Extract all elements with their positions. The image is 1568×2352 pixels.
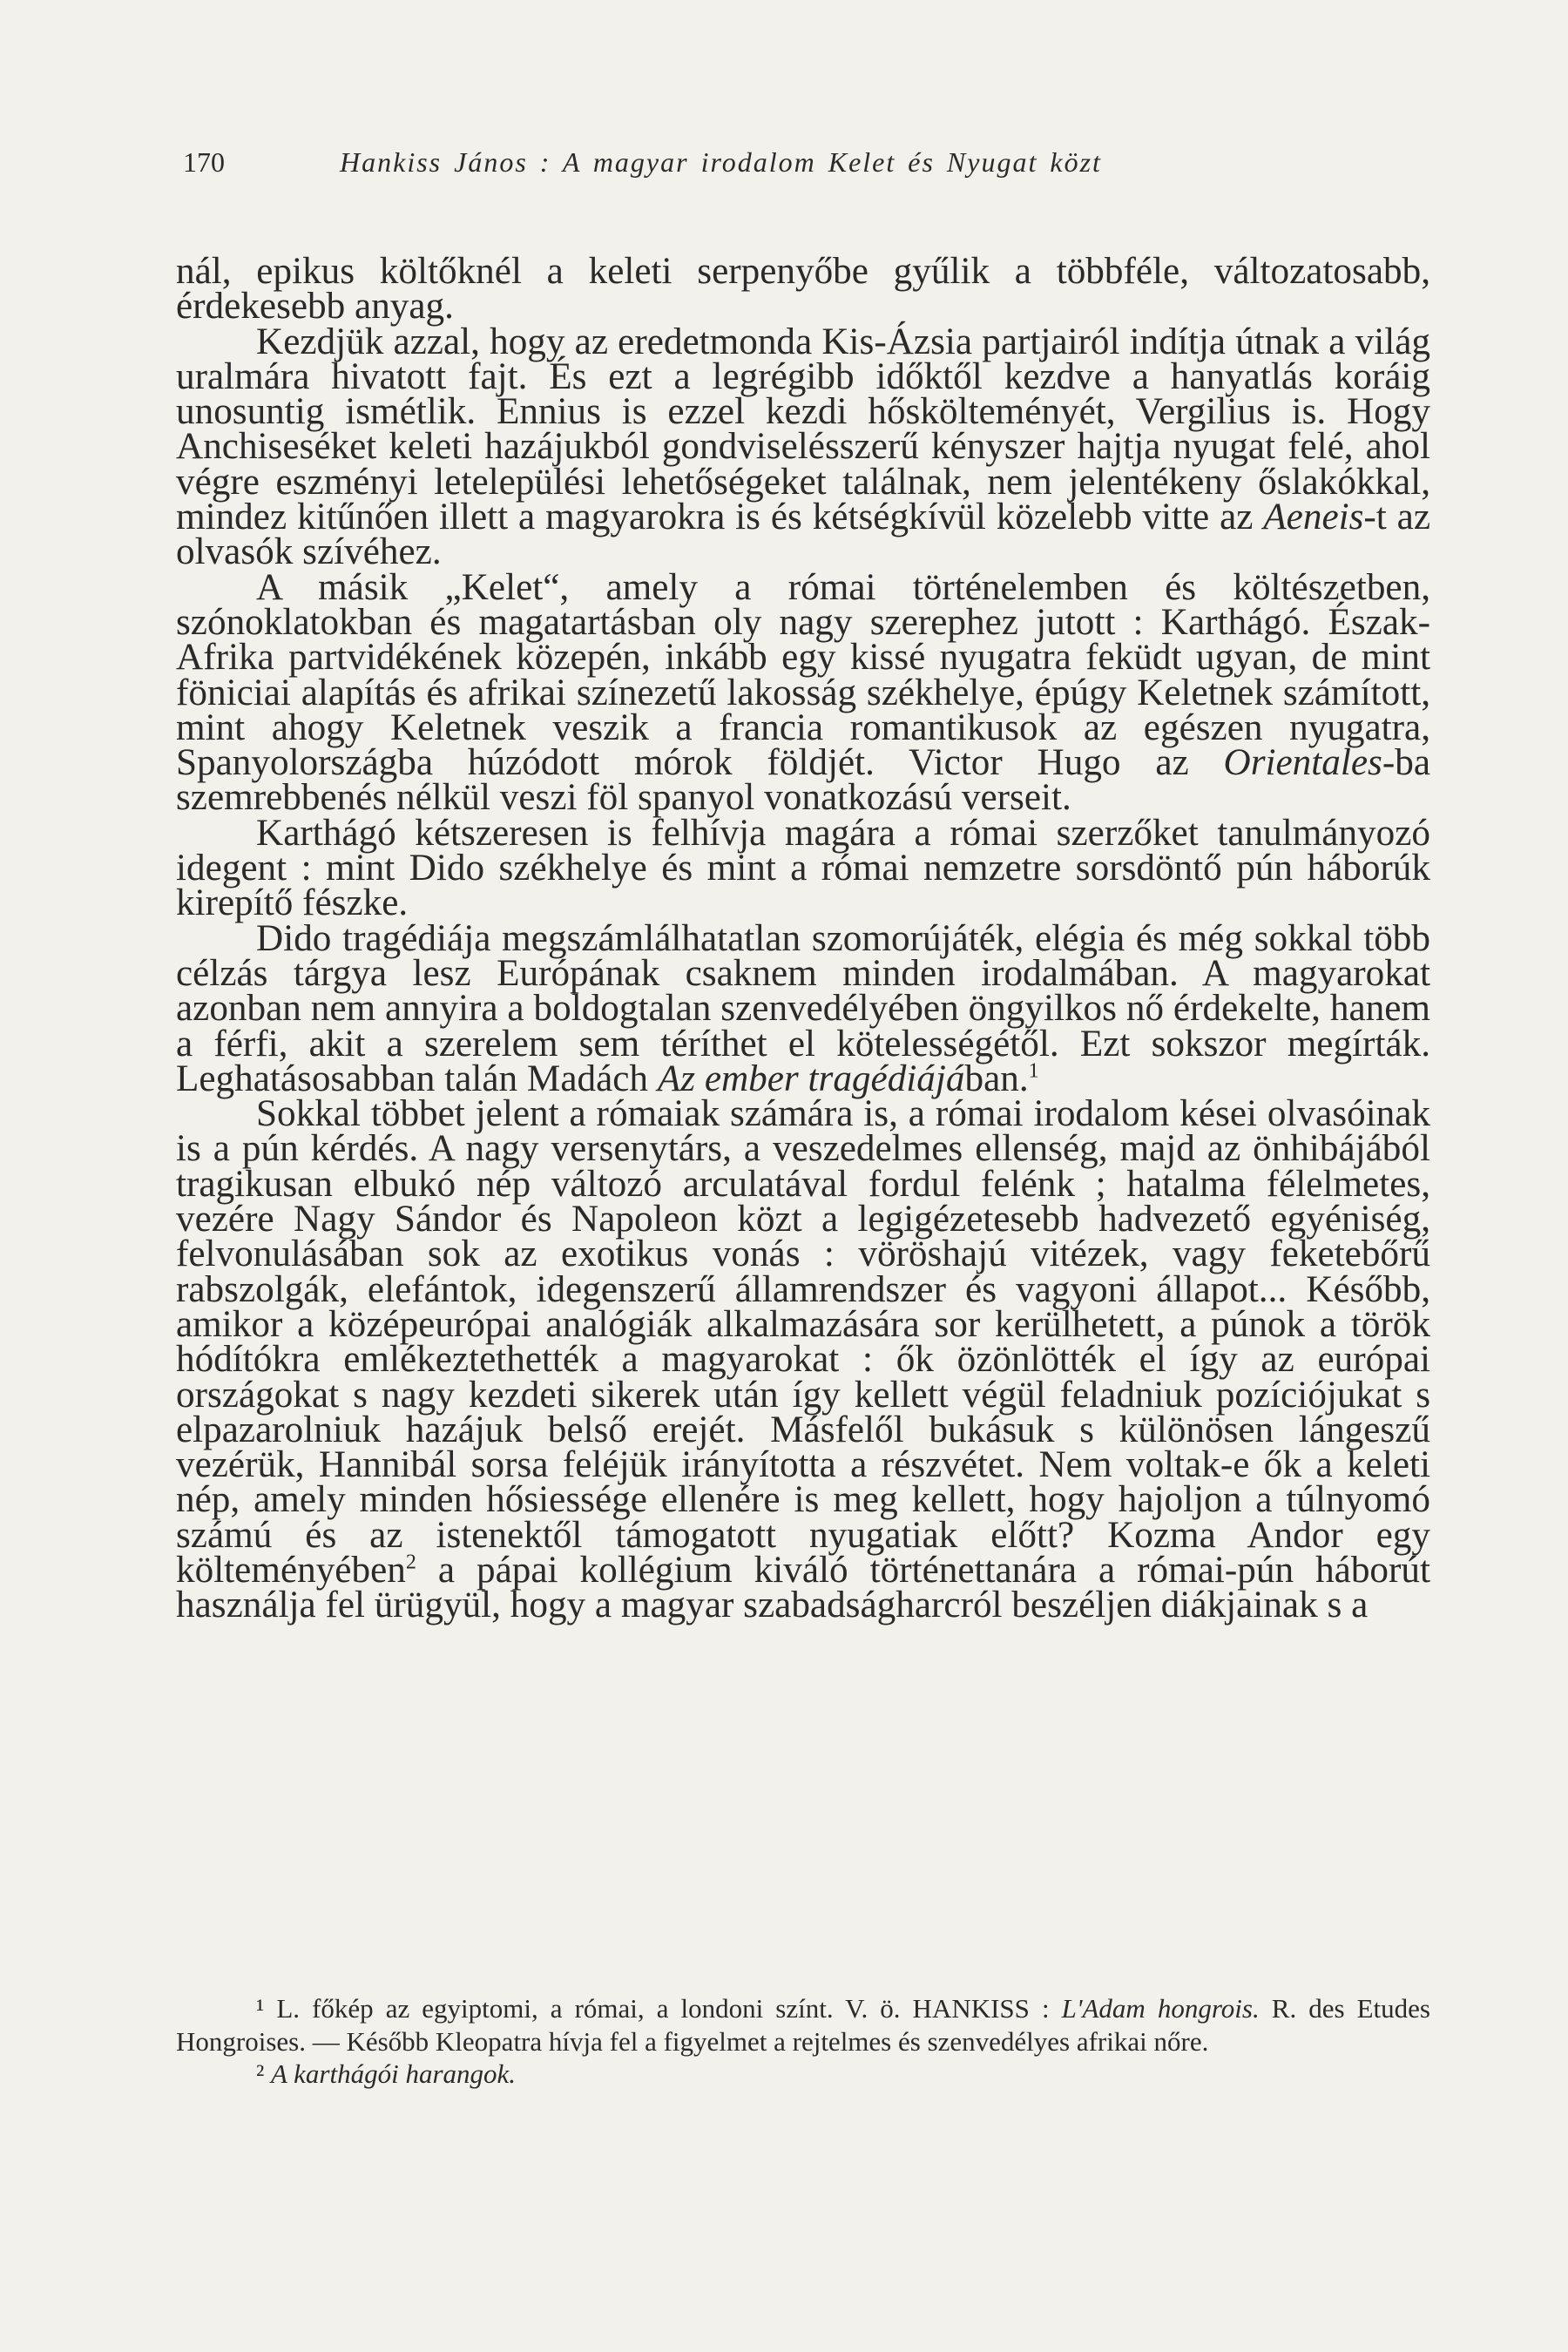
italic-title: Orientales <box>1223 742 1382 784</box>
page-header <box>183 138 1263 190</box>
running-head: Hankiss János : A magyar irodalom Kelet és Nyugat közt <box>340 146 1102 178</box>
paragraph-continuation: nál, epikus költőknél a keleti serpenyőbe gyűlik a többféle, változatosabb, érdekesebb anyag. <box>176 251 1430 328</box>
footnotes <box>176 1992 1430 2091</box>
footnote-ref[interactable]: 1 <box>1028 1059 1039 1083</box>
italic-title: Aeneis <box>1263 497 1364 538</box>
footnote-ref[interactable]: 2 <box>405 1551 416 1574</box>
paragraph: A másik „Kelet“, amely a római történelemben és költészetben, szónoklatokban és magatartásban oly nagy szerephez jutott : Karthágó. Észak-Afrika partvidékének közepén, inkább egy kissé nyugatra feküdt ugyan, de mint föniciai alapítás és afrikai színezetű lakosság székhelye, épúgy Keletnek számított, mint ahogy Keletnek veszik a francia romantikusok az egészen nyugatra, Spanyolországba húzódott mórok földjét. Victor Hugo az Orientales-ba szemrebbenés nélkül veszi föl spanyol vonatkozású verseit. <box>176 566 1430 819</box>
footnote: ² A karthágói harangok. <box>256 2058 517 2089</box>
body-text <box>176 251 1431 1626</box>
footnote: ¹ L. főkép az egyiptomi, a római, a londoni színt. V. ö. HANKISS : L'Adam hongrois. R. des Etudes Hongroises. — Később Kleopatra hívja fel a figyelmet a rejtelmes és szenvedélyes afrikai nőre. <box>176 1993 1430 2057</box>
page-number: 170 <box>183 146 225 178</box>
paragraph: Kezdjük azzal, hogy az eredetmonda Kis-Ázsia partjairól indítja útnak a világ uralmára hivatott fajt. És ezt a legrégibb időktől kezdve a hanyatlás koráig unosuntig ismétlik. Ennius is ezzel kezdi hőskölteményét, Vergilius is. Hogy Anchiseséket keleti hazájukból gondviselésszerű kényszer hajtja nyugat felé, ahol végre eszményi letelepülési lehetőségeket találnak, nem jelentékeny őslakókkal, mindez kitűnően illett a magyarokra is és kétségkívül közelebb vitte az Aeneis-t az olvasók szívéhez. <box>176 321 1431 573</box>
italic-title: Az ember tragédiájá <box>657 1058 965 1099</box>
paragraph: Karthágó kétszeresen is felhívja magára a római szerzőket tanulmányozó idegent : mint Dido székhelye és mint a római nemzetre sorsdöntő pún háborúk kirepítő fészke. <box>176 812 1430 924</box>
paragraph: Sokkal többet jelent a rómaiak számára is, a római irodalom kései olvasóinak is a pún kérdés. A nagy versenytárs, a veszedelmes ellenség, majd az önhibájából tragikusan elbukó nép változó arculatával fordul felénk ; hatalma félelmetes, vezére Nagy Sándor és Napoleon közt a legigézetesebb hadvezető egyéniség, felvonulásában sok az exotikus vonás : vöröshajú vitézek, vagy feketebőrű rabszolgák, elefántok, idegenszerű államrendszer és vagyoni állapot... Később, amikor a középeurópai analógiák alkalmazására sor kerülhetett, a púnok a török hódítókra emlékeztethették a magyarokat : ők özönlötték el így az európai országokat s nagy kezdeti sikerek után így kellett végül feladniuk pozíciójukat s elpazarolniuk hazájuk belső erejét. Másfelől bukásuk s különösen lángeszű vezérük, Hannibál sorsa feléjük irányította a részvétet. Nem voltak-e ők a keleti nép, amely minden hősiessége ellenére is meg kellett, hogy hajoljon a túlnyomó számú és az istenektől támogatott nyugatiak előtt? Kozma Andor egy költeményében$^2$ a pápai kollégium kiváló történettanára a római-pún háborút használja fel ürügyül, hogy a magyar szabadságharcról beszéljen diákjainak s a <box>176 1093 1430 1626</box>
paragraph: Dido tragédiája megszámlálhatatlan szomorújáték, elégia és még sokkal több célzás tárgya lesz Európának csaknem minden irodalmában. A magyarokat azonban nem annyira a boldogtalan szenvedélyében öngyilkos nő érdekelte, hanem a férfi, akit a szerelem sem téríthet el kötelességétől. Ezt sokszor megírták. Leghatásosabban talán Madách Az ember tragédiájában.$^1$ <box>176 917 1430 1099</box>
